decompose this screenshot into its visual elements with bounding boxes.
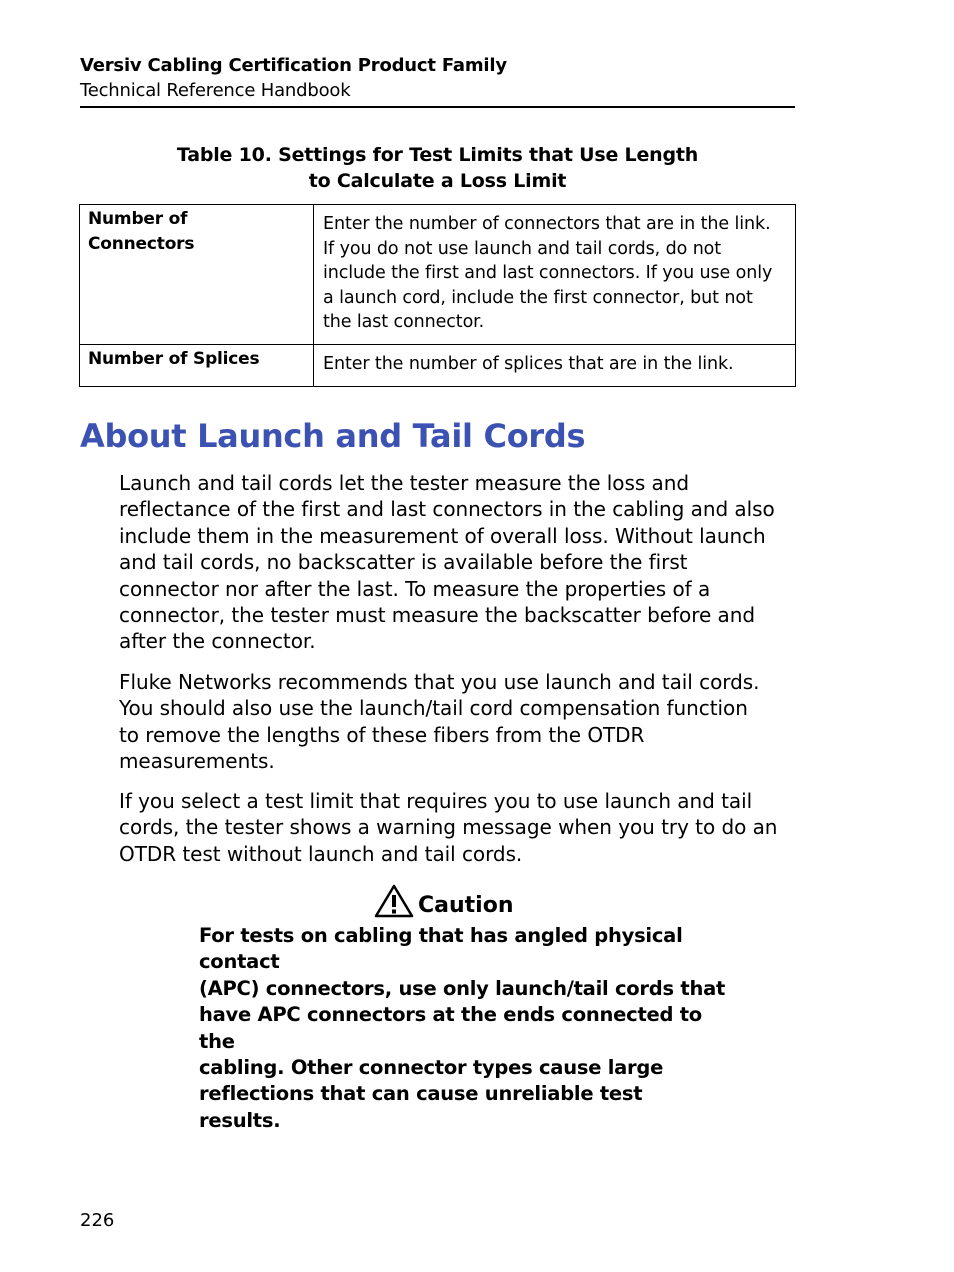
caution-line: have APC connectors at the ends connected to the xyxy=(199,1003,702,1053)
warning-triangle-icon xyxy=(374,884,418,927)
body-paragraph xyxy=(119,470,799,655)
caution-text xyxy=(199,923,729,1134)
row-description-cell xyxy=(314,205,796,345)
row-description-line: include the first and last connectors. If you use only xyxy=(323,263,773,283)
paragraph-line: OTDR test without launch and tail cords. xyxy=(119,841,523,866)
table-caption-line1: Table 10. Settings for Test Limits that Use Length xyxy=(176,144,699,166)
page-number: 226 xyxy=(80,1210,115,1231)
row-label-line: Connectors xyxy=(88,234,195,254)
table-row xyxy=(80,345,796,387)
row-description-line: If you do not use launch and tail cords, do not xyxy=(323,238,722,259)
section-heading: About Launch and Tail Cords xyxy=(80,417,586,455)
row-description-line: Enter the number of splices that are in the link. xyxy=(323,354,734,374)
paragraph-line: Launch and tail cords let the tester measure the loss and xyxy=(119,471,689,495)
caution-title: Caution xyxy=(418,892,514,918)
row-description-cell xyxy=(314,345,796,387)
paragraph-line: after the connector. xyxy=(119,629,316,654)
row-label-line: Number of xyxy=(88,209,188,229)
table-row xyxy=(80,205,796,345)
body-paragraph xyxy=(119,669,799,775)
body-paragraph xyxy=(119,788,799,867)
table-caption xyxy=(80,142,795,194)
row-description-line: a launch cord, include the first connector, but not xyxy=(323,287,753,308)
header-title: Versiv Cabling Certification Product Family xyxy=(80,55,507,76)
row-description-line: Enter the number of connectors that are in the link. xyxy=(323,214,771,234)
paragraph-line: If you select a test limit that requires you to use launch and tail xyxy=(119,789,753,813)
paragraph-line: Fluke Networks recommends that you use launch and tail cords. xyxy=(119,670,760,694)
caution-heading xyxy=(374,884,514,927)
row-label-cell xyxy=(80,345,314,387)
paragraph-line: include them in the measurement of overall loss. Without launch xyxy=(119,523,766,548)
paragraph-line: connector, the tester must measure the backscatter before and xyxy=(119,603,755,628)
caution-line: For tests on cabling that has angled physical contact xyxy=(199,924,683,974)
row-label-cell xyxy=(80,205,314,345)
caution-line: (APC) connectors, use only launch/tail cords that xyxy=(199,976,726,1000)
paragraph-line: cords, the tester shows a warning message when you try to do an xyxy=(119,815,778,840)
running-header xyxy=(80,53,795,108)
paragraph-line: connector nor after the last. To measure the properties of a xyxy=(119,576,711,601)
row-description-line: the last connector. xyxy=(323,312,485,332)
settings-table xyxy=(79,204,796,387)
paragraph-line: reflectance of the first and last connectors in the cabling and also xyxy=(119,497,775,522)
paragraph-line: measurements. xyxy=(119,749,275,774)
paragraph-line: You should also use the launch/tail cord compensation function xyxy=(119,696,748,721)
paragraph-line: to remove the lengths of these fibers from the OTDR xyxy=(119,722,645,747)
caution-line: cabling. Other connector types cause large xyxy=(199,1056,664,1080)
header-subtitle: Technical Reference Handbook xyxy=(80,80,351,101)
table-caption-line2: to Calculate a Loss Limit xyxy=(308,170,567,192)
paragraph-line: and tail cords, no backscatter is available before the first xyxy=(119,550,688,575)
caution-line: reflections that can cause unreliable test results. xyxy=(199,1082,643,1132)
row-label-line: Number of Splices xyxy=(88,349,260,369)
